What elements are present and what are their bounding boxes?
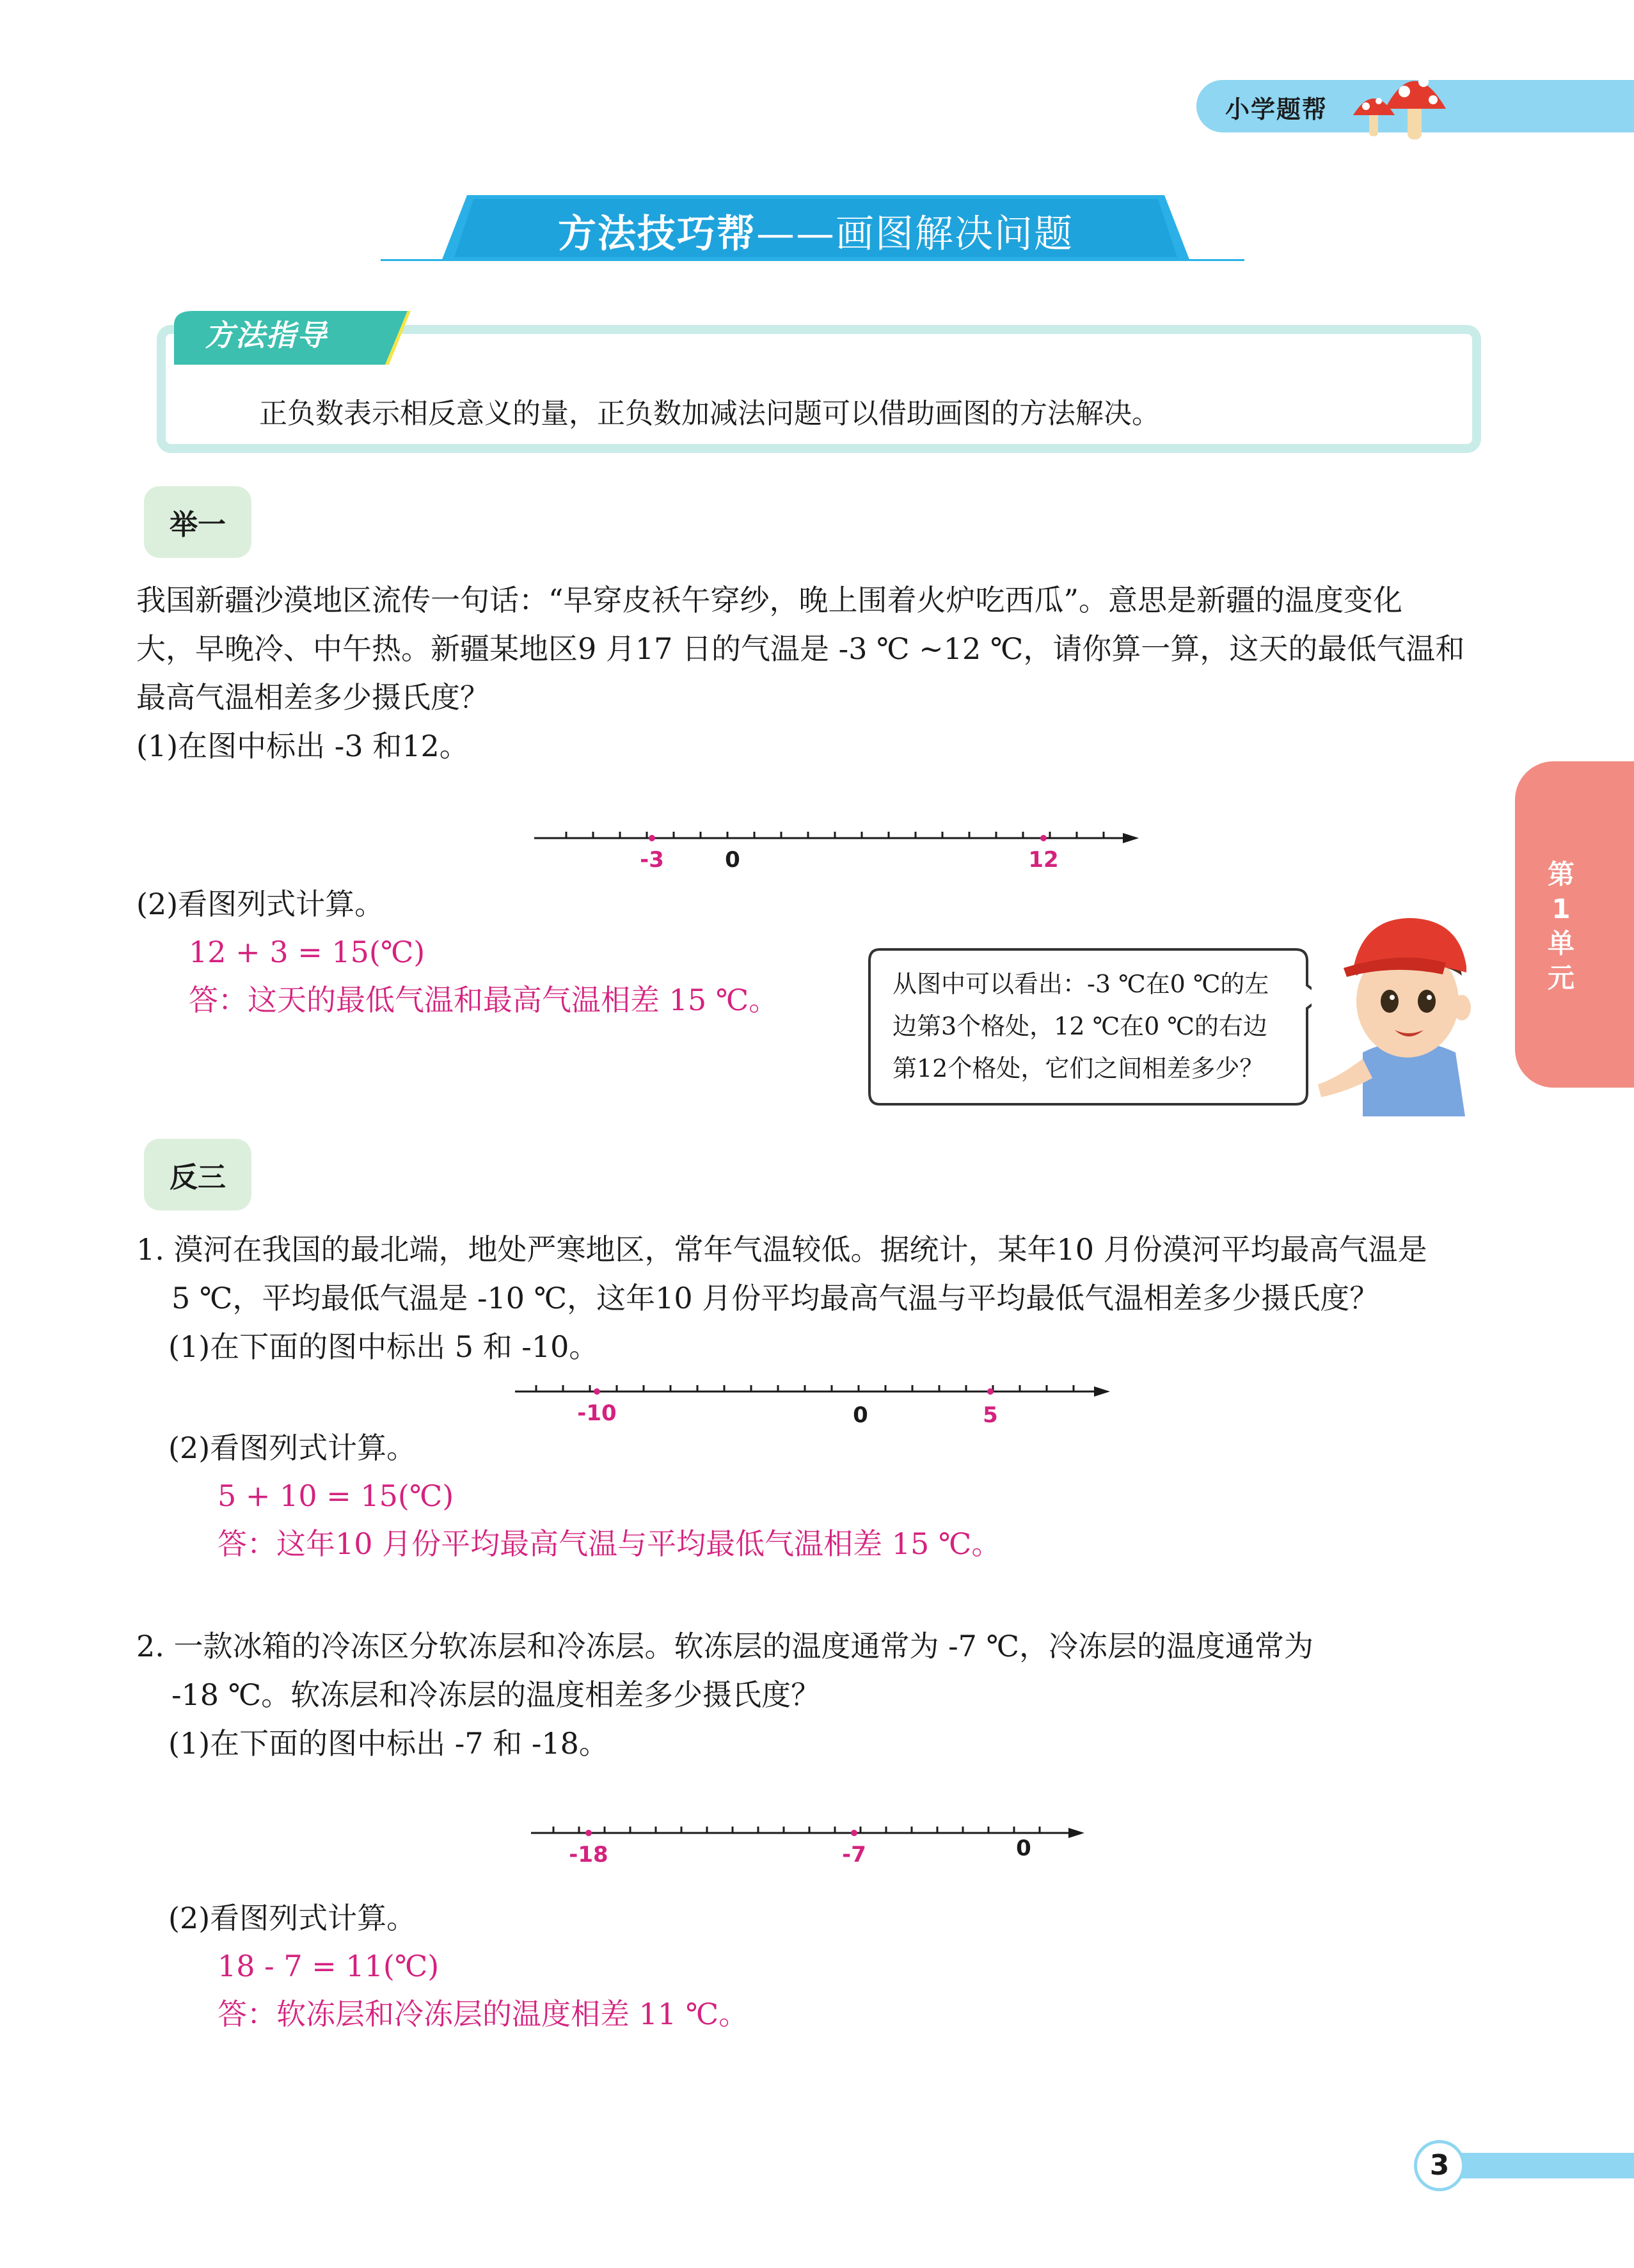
guide-text: 正负数表示相反意义的量，正负数加减法问题可以借助画图的方法解决。 [259,397,1160,430]
label-minus7: -7 [842,1842,866,1868]
guide-label: 方法指导 [205,318,328,353]
marker-5 [987,1388,994,1395]
bubble-line-1: 从图中可以看出：-3 ℃在0 ℃的左 [892,970,1269,998]
q1-number-line [512,1372,1126,1433]
bubble-line-2: 边第3个格处，12 ℃在0 ℃的右边 [892,1012,1267,1040]
label-12: 12 [1028,847,1059,873]
example-line-3: 最高气温相差多少摄氏度？ [136,680,489,715]
practice-q1 [136,1225,1493,1371]
title-bold: 方法技巧帮 [558,212,756,257]
brand-name: 小学题帮 [1225,95,1328,123]
q2-number-line [528,1814,1091,1875]
label-5: 5 [983,1402,998,1428]
label-minus3: -3 [640,847,664,873]
unit-char-2: 1 [1551,893,1571,924]
marker-12 [1040,835,1047,841]
q2-step1: (1)在下面的图中标出 -7 和 -18。 [168,1726,608,1761]
page-title [441,203,1190,258]
practice-q2 [136,1622,1493,1768]
marker-minus7 [851,1830,857,1836]
page-number: 3 [1414,2140,1465,2191]
q2-line-2: -18 ℃。软冻层和冷冻层的温度相差多少摄氏度？ [171,1677,821,1712]
label-zero: 0 [1016,1836,1031,1861]
bubble-line-3: 第12个格处，它们之间相差多少？ [892,1054,1264,1082]
unit-char-1: 第 [1547,859,1575,890]
q1-step2: (2)看图列式计算。 [168,1431,416,1465]
q2-step2: (2)看图列式计算。 [168,1901,416,1935]
example-line-2: 大，早晚冷、中午热。新疆某地区9 月17 日的气温是 -3 ℃ ~12 ℃，请你算一算，这天的最低气温和 [136,631,1465,666]
q1-answer: 答：这年10 月份平均最高气温与平均最低气温相差 15 ℃。 [218,1527,1001,1561]
q1-step1: (1)在下面的图中标出 5 和 -10。 [168,1329,599,1364]
page-number-strip [1443,2153,1634,2178]
practice-tag: 反三 [144,1139,251,1210]
marker-minus3 [649,835,655,841]
q1-line-2: 5 ℃，平均最低气温是 -10 ℃，这年10 月份平均最高气温与平均最低气温相差多少摄氏度？ [171,1281,1379,1315]
q2-line-1: 2. 一款冰箱的冷冻区分软冻层和冷冻层。软冻层的温度通常为 -7 ℃，冷冻层的温度通常为 [136,1629,1314,1663]
unit-char-4: 元 [1547,962,1575,994]
label-minus18: -18 [569,1842,608,1868]
q1-line-1: 1. 漠河在我国的最北端，地处严寒地区，常年气温较低。据统计，某年10 月份漠河平均最高气温是 [136,1232,1427,1267]
label-zero: 0 [853,1402,868,1428]
q2-answer: 答：软冻层和冷冻层的温度相差 11 ℃。 [218,1997,749,2031]
q1-equation: 5 + 10 = 15(℃) [218,1479,454,1513]
label-minus10: -10 [577,1400,617,1426]
unit-char-3: 单 [1547,928,1575,959]
example-problem [136,576,1493,770]
marker-minus10 [594,1388,600,1395]
label-zero: 0 [725,847,740,873]
example-answer: 答：这天的最低气温和最高气温相差 15 ℃。 [189,983,779,1017]
example-line-1: 我国新疆沙漠地区流传一句话：“早穿皮袄午穿纱，晚上围着火炉吃西瓜”。意思是新疆的温度变化 [136,583,1403,617]
bubble-text [892,963,1308,1090]
boy-illustration [1318,905,1497,1116]
example-ticks [566,832,1104,838]
title-rest: ——画图解决问题 [756,212,1074,257]
example-step2: (2)看图列式计算。 [136,887,385,921]
q2-equation: 18 - 7 = 11(℃) [218,1949,440,1983]
example-equation: 12 + 3 = 15(℃) [189,935,425,969]
marker-minus18 [585,1830,592,1836]
example-step1: (1)在图中标出 -3 和12。 [136,729,469,763]
unit-tab-label [1532,857,1590,995]
example-number-line [531,819,1145,883]
mushroom-icon [1344,56,1459,146]
example-tag: 举一 [144,486,251,558]
